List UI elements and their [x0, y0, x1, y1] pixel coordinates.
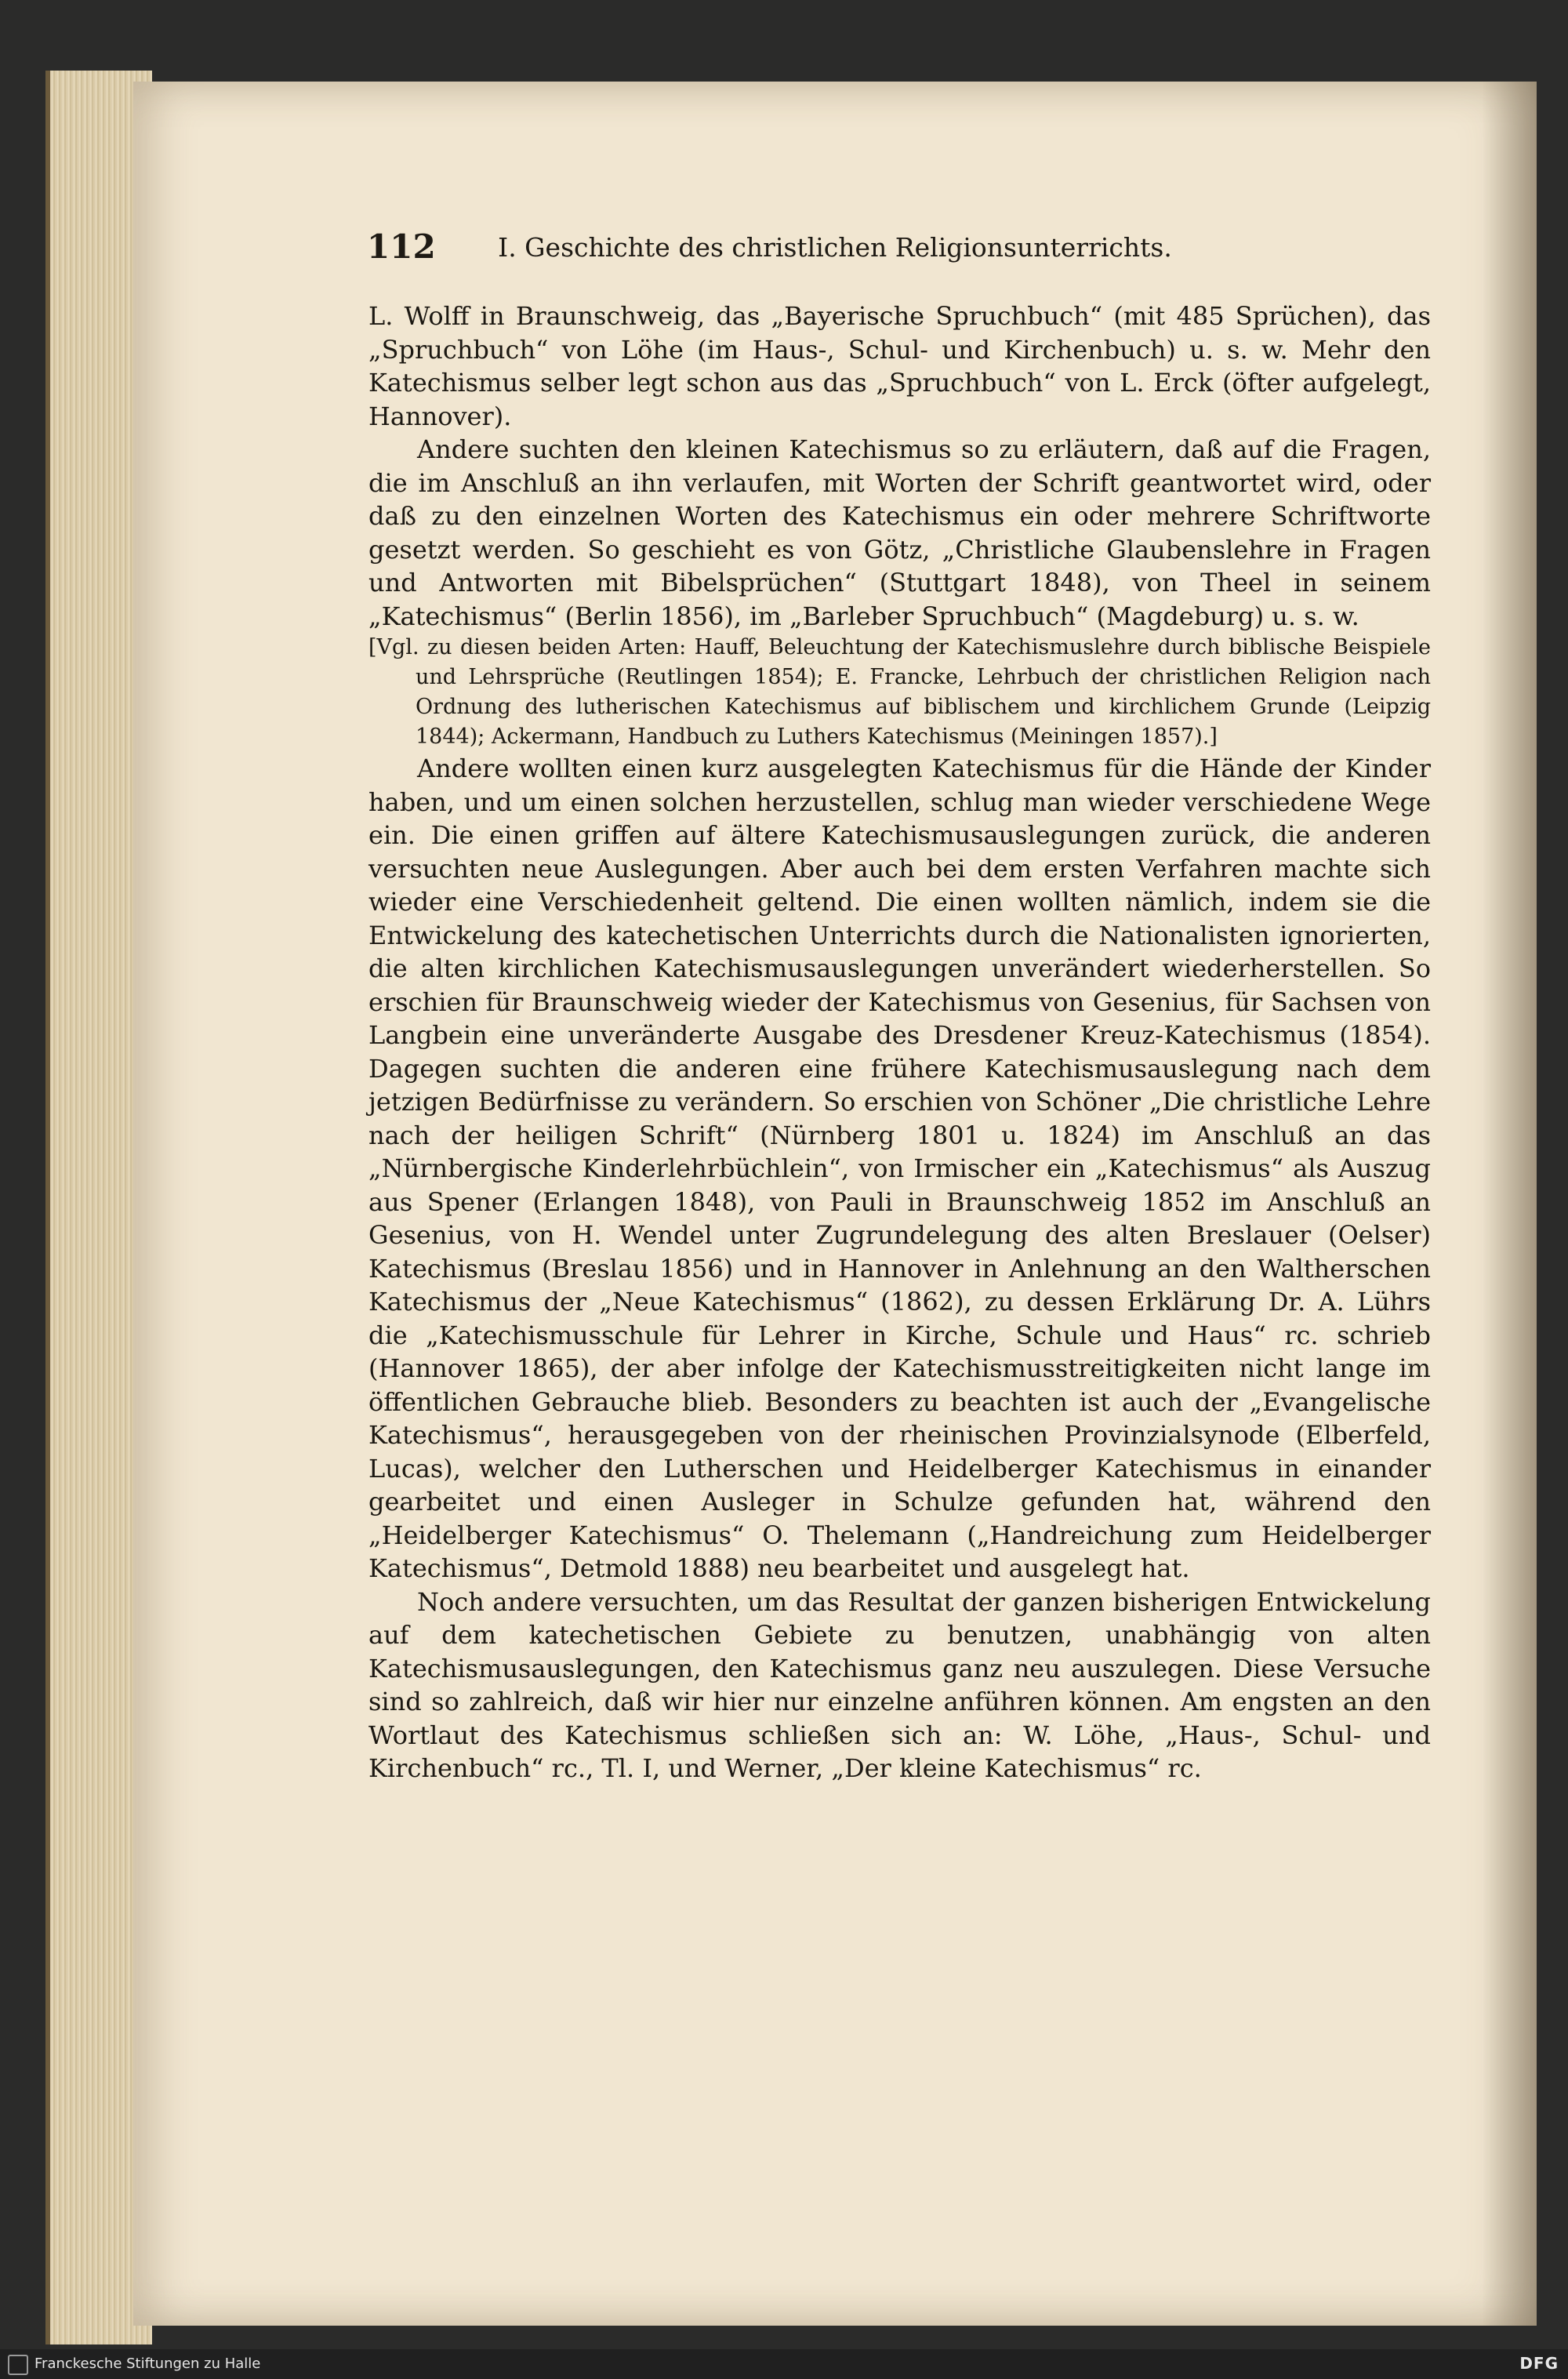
running-head [235, 227, 1435, 274]
institution-credit[interactable]: Franckesche Stiftungen zu Halle [34, 2355, 261, 2372]
funder-logo[interactable]: DFG [1519, 2354, 1559, 2373]
running-title: I. Geschichte des christlichen Religionsunterrichts. [498, 232, 1172, 263]
page-number: 112 [367, 227, 436, 266]
page-gutter-shadow [1482, 82, 1537, 2326]
paragraph-3: Andere wollten einen kurz ausgelegten Katechismus für die Hände der Kinder haben, und um einen solchen herzustellen, schlug man wieder verschiedene Wege ein. Die einen griffen auf ältere Katechismusauslegungen zurück, die anderen versuchten neue Auslegungen. Aber auch bei dem ersten Verfahren machte sich wieder eine Verschiedenheit geltend. Die einen wollten nämlich, indem sie die Entwickelung des katechetischen Unterrichts durch die Nationalisten ignorierten, die alten kirchlichen Katechismusauslegungen unverändert wiederherstellen. So erschien für Braunschweig wieder der Katechismus von Gesenius, für Sachsen von Langbein eine unveränderte Ausgabe des Dresdener Kreuz-Katechismus (1854). Dagegen suchten die anderen eine frühere Katechismusauslegung nach dem jetzigen Bedürfnisse zu verändern. So erschien von Schöner „Die christliche Lehre nach der heiligen Schrift“ (Nürnberg 1801 u. 1824) im Anschluß an das „Nürnbergische Kinderlehrbüchlein“, von Irmischer ein „Katechismus“ als Auszug aus Spener (Erlangen 1848), von Pauli in Braunschweig 1852 im Anschluß an Gesenius, von H. Wendel unter Zugrundelegung des alten Breslauer (Oelser) Katechismus (Breslau 1856) und in Hannover in Anlehnung an den Waltherschen Katechismus der „Neue Katechismus“ (1862), zu dessen Erklärung Dr. A. Lührs die „Katechismusschule für Lehrer in Kirche, Schule und Haus“ rc. schrieb (Hannover 1865), der aber infolge der Katechismusstreitigkeiten nicht lange im öffentlichen Gebrauche blieb. Besonders zu beachten ist auch der „Evangelische Katechismus“, herausgegeben von der rheinischen Provinzialsynode (Elberfeld, Lucas), welcher den Lutherschen und Heidelberger Katechismus in einander gearbeitet und einen Ausleger in Schulze gefunden hat, während den „Heidelberger Katechismus“ O. Thelemann („Handreichung zum Heidelberger Katechismus“, Detmold 1888) neu bearbeitet und ausgelegt hat. [368, 754, 1431, 1583]
paragraph-1: L. Wolff in Braunschweig, das „Bayerische Spruchbuch“ (mit 485 Sprüchen), das „Spruchbuch“ von Löhe (im Haus-, Schul- und Kirchenbuch) u. s. w. Mehr den Katechismus selber legt schon aus das „Spruchbuch“ von L. Erck (öfter aufgelegt, Hannover). [368, 301, 1431, 431]
main-text [368, 300, 1431, 1785]
viewer-footer [0, 2349, 1568, 2379]
bibliographic-note: [Vgl. zu diesen beiden Arten: Hauff, Beleuchtung der Katechismuslehre durch biblische Beispiele und Lehrsprüche (Reutlingen 1854); E. Francke, Lehrbuch der christlichen Religion nach Ordnung des lutherischen Katechismus auf biblischem und kirchlichem Grunde (Leipzig 1844); Ackermann, Handbuch zu Luthers Katechismus (Meiningen 1857).] [368, 635, 1431, 749]
institution-logo-icon [8, 2355, 28, 2375]
paragraph-4: Noch andere versuchten, um das Resultat der ganzen bisherigen Entwickelung auf dem katechetischen Gebiete zu benutzen, unabhängig von alten Katechismusauslegungen, den Katechismus ganz neu auszulegen. Diese Versuche sind so zahlreich, daß wir hier nur einzelne anführen können. Am engsten an den Wortlaut des Katechismus schließen sich an: W. Löhe, „Haus-, Schul- und Kirchenbuch“ rc., Tl. I, und Werner, „Der kleine Katechismus“ rc. [368, 1586, 1431, 1783]
paragraph-2: Andere suchten den kleinen Katechismus so zu erläutern, daß auf die Fragen, die im Anschluß an ihn verlaufen, mit Worten der Schrift geantwortet wird, oder daß zu den einzelnen Worten des Katechismus ein oder mehrere Schriftworte gesetzt werden. So geschieht es von Götz, „Christliche Glaubenslehre in Fragen und Antworten mit Bibelsprüchen“ (Stuttgart 1848), von Theel in seinem „Katechismus“ (Berlin 1856), im „Barleber Spruchbuch“ (Magdeburg) u. s. w. [368, 434, 1431, 631]
